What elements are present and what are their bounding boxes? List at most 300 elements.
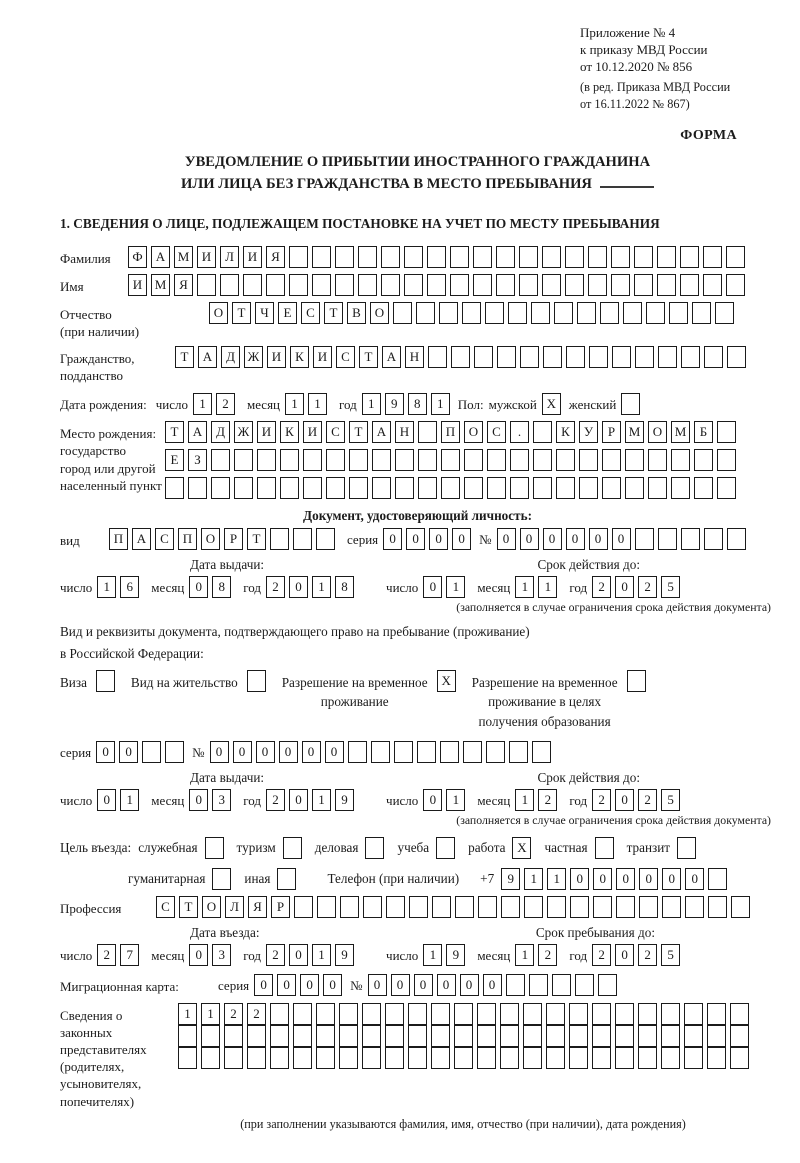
form-cell[interactable]: 0: [383, 528, 402, 550]
form-cell[interactable]: [681, 528, 700, 550]
form-cell[interactable]: [638, 1047, 657, 1069]
form-cell[interactable]: К: [556, 421, 575, 443]
purpose-study-checkbox[interactable]: [436, 837, 455, 859]
form-cell[interactable]: [520, 346, 539, 368]
form-cell[interactable]: [372, 449, 391, 471]
form-cell[interactable]: [428, 346, 447, 368]
form-cell[interactable]: 9: [385, 393, 404, 415]
form-cell[interactable]: 0: [289, 944, 308, 966]
form-cell[interactable]: Т: [324, 302, 343, 324]
male-checkbox[interactable]: X: [542, 393, 561, 415]
form-cell[interactable]: 0: [543, 528, 562, 550]
form-cell[interactable]: [602, 449, 621, 471]
form-cell[interactable]: [427, 274, 446, 296]
form-cell[interactable]: [684, 1047, 703, 1069]
form-cell[interactable]: 8: [335, 576, 354, 598]
form-cell[interactable]: [500, 1003, 519, 1025]
form-cell[interactable]: [648, 477, 667, 499]
form-cell[interactable]: [408, 1003, 427, 1025]
form-cell[interactable]: П: [441, 421, 460, 443]
form-cell[interactable]: 1: [515, 789, 534, 811]
form-cell[interactable]: [726, 274, 745, 296]
form-cell[interactable]: И: [257, 421, 276, 443]
form-cell[interactable]: [294, 896, 313, 918]
form-cell[interactable]: [417, 741, 436, 763]
form-cell[interactable]: 0: [189, 576, 208, 598]
residence-permit-checkbox[interactable]: [247, 670, 266, 692]
form-cell[interactable]: [454, 1025, 473, 1047]
form-cell[interactable]: Ч: [255, 302, 274, 324]
form-cell[interactable]: [616, 896, 635, 918]
form-cell[interactable]: [508, 302, 527, 324]
form-cell[interactable]: [569, 1025, 588, 1047]
form-cell[interactable]: [312, 274, 331, 296]
form-cell[interactable]: 0: [254, 974, 273, 996]
form-cell[interactable]: [280, 449, 299, 471]
form-cell[interactable]: [497, 346, 516, 368]
form-cell[interactable]: 1: [201, 1003, 220, 1025]
form-cell[interactable]: [529, 974, 548, 996]
form-cell[interactable]: Е: [278, 302, 297, 324]
form-cell[interactable]: 0: [460, 974, 479, 996]
form-cell[interactable]: [694, 449, 713, 471]
form-cell[interactable]: [257, 477, 276, 499]
form-cell[interactable]: [316, 528, 335, 550]
form-cell[interactable]: 0: [289, 789, 308, 811]
form-cell[interactable]: [358, 246, 377, 268]
form-cell[interactable]: 2: [216, 393, 235, 415]
form-cell[interactable]: [303, 477, 322, 499]
form-cell[interactable]: [477, 1047, 496, 1069]
form-cell[interactable]: К: [280, 421, 299, 443]
form-cell[interactable]: [165, 477, 184, 499]
form-cell[interactable]: И: [313, 346, 332, 368]
form-cell[interactable]: [385, 1003, 404, 1025]
form-cell[interactable]: 1: [423, 944, 442, 966]
form-cell[interactable]: [506, 974, 525, 996]
form-cell[interactable]: А: [188, 421, 207, 443]
form-cell[interactable]: 0: [302, 741, 321, 763]
form-cell[interactable]: [500, 1025, 519, 1047]
form-cell[interactable]: 9: [335, 789, 354, 811]
form-cell[interactable]: [454, 1003, 473, 1025]
form-cell[interactable]: А: [198, 346, 217, 368]
form-cell[interactable]: [543, 346, 562, 368]
form-cell[interactable]: [464, 477, 483, 499]
form-cell[interactable]: [565, 274, 584, 296]
form-cell[interactable]: [707, 1003, 726, 1025]
form-cell[interactable]: 1: [308, 393, 327, 415]
form-cell[interactable]: 0: [423, 789, 442, 811]
form-cell[interactable]: С: [487, 421, 506, 443]
form-cell[interactable]: [715, 302, 734, 324]
form-cell[interactable]: [326, 449, 345, 471]
form-cell[interactable]: [681, 346, 700, 368]
form-cell[interactable]: [408, 1047, 427, 1069]
purpose-humanitarian-checkbox[interactable]: [212, 868, 231, 890]
form-cell[interactable]: [657, 274, 676, 296]
form-cell[interactable]: [439, 302, 458, 324]
form-cell[interactable]: Т: [165, 421, 184, 443]
form-cell[interactable]: 0: [566, 528, 585, 550]
form-cell[interactable]: [634, 274, 653, 296]
form-cell[interactable]: [657, 246, 676, 268]
form-cell[interactable]: Т: [349, 421, 368, 443]
form-cell[interactable]: [441, 477, 460, 499]
form-cell[interactable]: [533, 477, 552, 499]
form-cell[interactable]: [335, 246, 354, 268]
form-cell[interactable]: [661, 1003, 680, 1025]
form-cell[interactable]: О: [209, 302, 228, 324]
form-cell[interactable]: [646, 302, 665, 324]
form-cell[interactable]: 9: [446, 944, 465, 966]
form-cell[interactable]: [474, 346, 493, 368]
form-cell[interactable]: [349, 477, 368, 499]
form-cell[interactable]: И: [267, 346, 286, 368]
form-cell[interactable]: [280, 477, 299, 499]
form-cell[interactable]: И: [303, 421, 322, 443]
form-cell[interactable]: [270, 1003, 289, 1025]
form-cell[interactable]: А: [151, 246, 170, 268]
form-cell[interactable]: [418, 449, 437, 471]
form-cell[interactable]: [316, 1003, 335, 1025]
form-cell[interactable]: [519, 274, 538, 296]
form-cell[interactable]: [730, 1025, 749, 1047]
form-cell[interactable]: Р: [602, 421, 621, 443]
form-cell[interactable]: Н: [405, 346, 424, 368]
form-cell[interactable]: [404, 246, 423, 268]
form-cell[interactable]: 0: [391, 974, 410, 996]
form-cell[interactable]: 2: [538, 789, 557, 811]
form-cell[interactable]: [362, 1003, 381, 1025]
form-cell[interactable]: [142, 741, 161, 763]
form-cell[interactable]: 0: [685, 868, 704, 890]
form-cell[interactable]: [524, 896, 543, 918]
form-cell[interactable]: 1: [547, 868, 566, 890]
form-cell[interactable]: 0: [437, 974, 456, 996]
form-cell[interactable]: [224, 1025, 243, 1047]
form-cell[interactable]: [362, 1025, 381, 1047]
form-cell[interactable]: 3: [212, 789, 231, 811]
form-cell[interactable]: [462, 302, 481, 324]
form-cell[interactable]: 5: [661, 944, 680, 966]
form-cell[interactable]: [532, 741, 551, 763]
form-cell[interactable]: [658, 346, 677, 368]
form-cell[interactable]: 0: [429, 528, 448, 550]
form-cell[interactable]: [316, 1025, 335, 1047]
form-cell[interactable]: Я: [266, 246, 285, 268]
form-cell[interactable]: [615, 1003, 634, 1025]
form-cell[interactable]: [270, 1047, 289, 1069]
form-cell[interactable]: [455, 896, 474, 918]
form-cell[interactable]: [326, 477, 345, 499]
form-cell[interactable]: [589, 346, 608, 368]
form-cell[interactable]: 2: [266, 576, 285, 598]
form-cell[interactable]: С: [301, 302, 320, 324]
form-cell[interactable]: О: [464, 421, 483, 443]
form-cell[interactable]: [487, 477, 506, 499]
form-cell[interactable]: [178, 1047, 197, 1069]
form-cell[interactable]: [615, 1047, 634, 1069]
form-cell[interactable]: [635, 528, 654, 550]
form-cell[interactable]: Н: [395, 421, 414, 443]
form-cell[interactable]: 0: [96, 741, 115, 763]
form-cell[interactable]: 8: [212, 576, 231, 598]
form-cell[interactable]: 0: [639, 868, 658, 890]
form-cell[interactable]: [639, 896, 658, 918]
form-cell[interactable]: П: [178, 528, 197, 550]
form-cell[interactable]: 1: [446, 576, 465, 598]
form-cell[interactable]: [289, 274, 308, 296]
form-cell[interactable]: [416, 302, 435, 324]
purpose-private-checkbox[interactable]: [595, 837, 614, 859]
form-cell[interactable]: 8: [408, 393, 427, 415]
form-cell[interactable]: 6: [120, 576, 139, 598]
form-cell[interactable]: И: [128, 274, 147, 296]
form-cell[interactable]: [684, 1025, 703, 1047]
form-cell[interactable]: 0: [615, 944, 634, 966]
form-cell[interactable]: [684, 1003, 703, 1025]
form-cell[interactable]: [592, 1025, 611, 1047]
form-cell[interactable]: [500, 1047, 519, 1069]
form-cell[interactable]: 1: [431, 393, 450, 415]
form-cell[interactable]: [546, 1025, 565, 1047]
form-cell[interactable]: [362, 1047, 381, 1069]
form-cell[interactable]: [432, 896, 451, 918]
form-cell[interactable]: М: [151, 274, 170, 296]
form-cell[interactable]: [523, 1047, 542, 1069]
form-cell[interactable]: [385, 1047, 404, 1069]
form-cell[interactable]: [579, 449, 598, 471]
form-cell[interactable]: 2: [247, 1003, 266, 1025]
form-cell[interactable]: Е: [165, 449, 184, 471]
form-cell[interactable]: Б: [694, 421, 713, 443]
form-cell[interactable]: [234, 477, 253, 499]
form-cell[interactable]: [598, 974, 617, 996]
form-cell[interactable]: 2: [97, 944, 116, 966]
temp-residence-education-checkbox[interactable]: [627, 670, 646, 692]
form-cell[interactable]: [340, 896, 359, 918]
form-cell[interactable]: [243, 274, 262, 296]
form-cell[interactable]: 0: [210, 741, 229, 763]
form-cell[interactable]: Я: [248, 896, 267, 918]
form-cell[interactable]: [570, 896, 589, 918]
form-cell[interactable]: [680, 274, 699, 296]
form-cell[interactable]: [477, 1025, 496, 1047]
form-cell[interactable]: 1: [312, 576, 331, 598]
form-cell[interactable]: 3: [212, 944, 231, 966]
form-cell[interactable]: [552, 974, 571, 996]
form-cell[interactable]: П: [109, 528, 128, 550]
form-cell[interactable]: 0: [277, 974, 296, 996]
form-cell[interactable]: [556, 477, 575, 499]
form-cell[interactable]: [348, 741, 367, 763]
form-cell[interactable]: А: [372, 421, 391, 443]
form-cell[interactable]: [463, 741, 482, 763]
form-cell[interactable]: 0: [97, 789, 116, 811]
form-cell[interactable]: [496, 246, 515, 268]
form-cell[interactable]: [312, 246, 331, 268]
form-cell[interactable]: [625, 449, 644, 471]
form-cell[interactable]: [546, 1047, 565, 1069]
form-cell[interactable]: 1: [193, 393, 212, 415]
form-cell[interactable]: [588, 246, 607, 268]
form-cell[interactable]: [188, 477, 207, 499]
form-cell[interactable]: [395, 477, 414, 499]
form-cell[interactable]: [615, 1025, 634, 1047]
form-cell[interactable]: 0: [589, 528, 608, 550]
form-cell[interactable]: [547, 896, 566, 918]
form-cell[interactable]: 0: [616, 868, 635, 890]
form-cell[interactable]: [661, 1047, 680, 1069]
form-cell[interactable]: 1: [515, 576, 534, 598]
form-cell[interactable]: [577, 302, 596, 324]
purpose-business-checkbox[interactable]: [365, 837, 384, 859]
form-cell[interactable]: 1: [97, 576, 116, 598]
form-cell[interactable]: [381, 274, 400, 296]
form-cell[interactable]: С: [326, 421, 345, 443]
form-cell[interactable]: Т: [247, 528, 266, 550]
form-cell[interactable]: 1: [120, 789, 139, 811]
purpose-official-checkbox[interactable]: [205, 837, 224, 859]
form-cell[interactable]: [662, 896, 681, 918]
form-cell[interactable]: 0: [406, 528, 425, 550]
form-cell[interactable]: Д: [221, 346, 240, 368]
form-cell[interactable]: Р: [271, 896, 290, 918]
form-cell[interactable]: [431, 1003, 450, 1025]
form-cell[interactable]: [708, 896, 727, 918]
form-cell[interactable]: [692, 302, 711, 324]
form-cell[interactable]: Ф: [128, 246, 147, 268]
form-cell[interactable]: [592, 1047, 611, 1069]
form-cell[interactable]: [496, 274, 515, 296]
form-cell[interactable]: [473, 274, 492, 296]
form-cell[interactable]: [440, 741, 459, 763]
form-cell[interactable]: [431, 1047, 450, 1069]
form-cell[interactable]: [431, 1025, 450, 1047]
form-cell[interactable]: [450, 274, 469, 296]
form-cell[interactable]: А: [132, 528, 151, 550]
form-cell[interactable]: 0: [189, 789, 208, 811]
form-cell[interactable]: [247, 1025, 266, 1047]
form-cell[interactable]: [293, 1025, 312, 1047]
form-cell[interactable]: 5: [661, 576, 680, 598]
form-cell[interactable]: [201, 1047, 220, 1069]
form-cell[interactable]: [266, 274, 285, 296]
form-cell[interactable]: 0: [615, 576, 634, 598]
form-cell[interactable]: [371, 741, 390, 763]
form-cell[interactable]: 2: [538, 944, 557, 966]
form-cell[interactable]: [478, 896, 497, 918]
form-cell[interactable]: [363, 896, 382, 918]
form-cell[interactable]: [201, 1025, 220, 1047]
form-cell[interactable]: [427, 246, 446, 268]
form-cell[interactable]: [726, 246, 745, 268]
form-cell[interactable]: [339, 1047, 358, 1069]
form-cell[interactable]: [339, 1003, 358, 1025]
form-cell[interactable]: [395, 449, 414, 471]
form-cell[interactable]: [247, 1047, 266, 1069]
purpose-other-checkbox[interactable]: [277, 868, 296, 890]
form-cell[interactable]: [680, 246, 699, 268]
form-cell[interactable]: 2: [638, 576, 657, 598]
form-cell[interactable]: [592, 1003, 611, 1025]
form-cell[interactable]: [542, 274, 561, 296]
form-cell[interactable]: [501, 896, 520, 918]
form-cell[interactable]: [317, 896, 336, 918]
form-cell[interactable]: [533, 421, 552, 443]
form-cell[interactable]: С: [155, 528, 174, 550]
form-cell[interactable]: [473, 246, 492, 268]
form-cell[interactable]: Ж: [234, 421, 253, 443]
form-cell[interactable]: 9: [501, 868, 520, 890]
form-cell[interactable]: [394, 741, 413, 763]
form-cell[interactable]: 2: [638, 944, 657, 966]
form-cell[interactable]: [600, 302, 619, 324]
visa-checkbox[interactable]: [96, 670, 115, 692]
form-cell[interactable]: [569, 1003, 588, 1025]
form-cell[interactable]: 0: [119, 741, 138, 763]
form-cell[interactable]: Т: [232, 302, 251, 324]
form-cell[interactable]: 1: [285, 393, 304, 415]
form-cell[interactable]: [293, 1003, 312, 1025]
form-cell[interactable]: [393, 302, 412, 324]
form-cell[interactable]: [638, 1025, 657, 1047]
form-cell[interactable]: Р: [224, 528, 243, 550]
form-cell[interactable]: У: [579, 421, 598, 443]
form-cell[interactable]: 0: [256, 741, 275, 763]
form-cell[interactable]: [612, 346, 631, 368]
form-cell[interactable]: 2: [592, 789, 611, 811]
form-cell[interactable]: [593, 896, 612, 918]
form-cell[interactable]: [289, 246, 308, 268]
form-cell[interactable]: [556, 449, 575, 471]
form-cell[interactable]: [634, 246, 653, 268]
form-cell[interactable]: [418, 421, 437, 443]
form-cell[interactable]: [510, 449, 529, 471]
purpose-transit-checkbox[interactable]: [677, 837, 696, 859]
form-cell[interactable]: [569, 1047, 588, 1069]
form-cell[interactable]: [602, 477, 621, 499]
form-cell[interactable]: [566, 346, 585, 368]
form-cell[interactable]: Т: [179, 896, 198, 918]
form-cell[interactable]: .: [510, 421, 529, 443]
form-cell[interactable]: 0: [189, 944, 208, 966]
form-cell[interactable]: [451, 346, 470, 368]
form-cell[interactable]: [372, 477, 391, 499]
form-cell[interactable]: 0: [368, 974, 387, 996]
form-cell[interactable]: [669, 302, 688, 324]
form-cell[interactable]: 2: [592, 576, 611, 598]
female-checkbox[interactable]: [621, 393, 640, 415]
form-cell[interactable]: Л: [220, 246, 239, 268]
form-cell[interactable]: [546, 1003, 565, 1025]
form-cell[interactable]: [703, 246, 722, 268]
form-cell[interactable]: 2: [224, 1003, 243, 1025]
form-cell[interactable]: [685, 896, 704, 918]
form-cell[interactable]: [339, 1025, 358, 1047]
form-cell[interactable]: [349, 449, 368, 471]
form-cell[interactable]: [671, 449, 690, 471]
form-cell[interactable]: [224, 1047, 243, 1069]
form-cell[interactable]: [579, 477, 598, 499]
purpose-work-checkbox[interactable]: X: [512, 837, 531, 859]
form-cell[interactable]: 0: [612, 528, 631, 550]
form-cell[interactable]: 0: [423, 576, 442, 598]
form-cell[interactable]: [730, 1003, 749, 1025]
form-cell[interactable]: [704, 346, 723, 368]
form-cell[interactable]: [708, 868, 727, 890]
